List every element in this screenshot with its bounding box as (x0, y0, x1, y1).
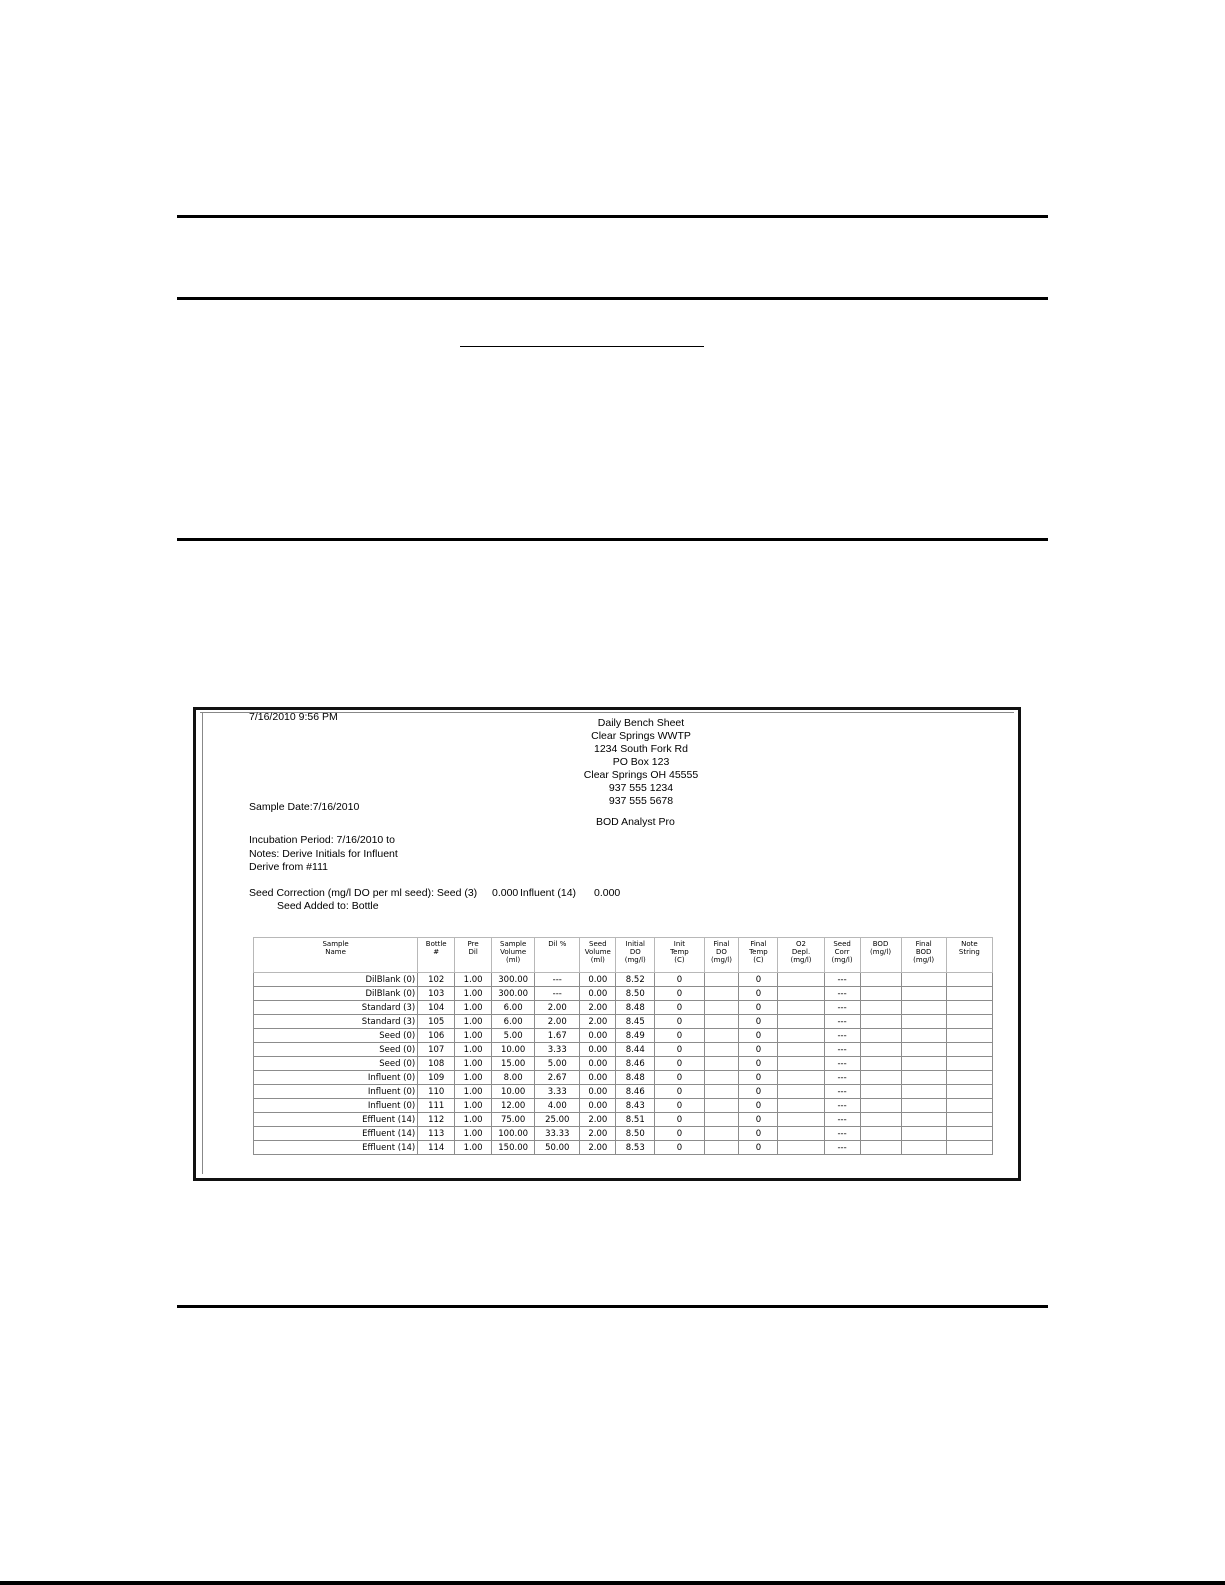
cell-seed-volume: 0.00 (580, 1071, 616, 1085)
col-header-seed-volume: Seed Volume (ml) (580, 938, 616, 973)
cell-final-temp: 0 (739, 1141, 778, 1155)
cell-initial-do: 8.53 (616, 1141, 655, 1155)
cell-o2-depletion (778, 1085, 824, 1099)
cell-sample-name: Effluent (14) (254, 1113, 418, 1127)
cell-init-temp: 0 (655, 1071, 704, 1085)
address-po-box: PO Box 123 (612, 756, 670, 768)
cell-note-string (946, 1001, 992, 1015)
cell-final-do (704, 1099, 739, 1113)
cell-init-temp: 0 (655, 1099, 704, 1113)
cell-initial-do: 8.48 (616, 1071, 655, 1085)
cell-o2-depletion (778, 1029, 824, 1043)
col-header-init-temp: Init Temp (C) (655, 938, 704, 973)
cell-final-temp: 0 (739, 1043, 778, 1057)
report-header-block (541, 717, 741, 808)
table-row (254, 1001, 993, 1015)
cell-o2-depletion (778, 973, 824, 987)
cell-sample-name: Seed (0) (254, 1043, 418, 1057)
cell-bod (860, 1057, 901, 1071)
cell-bod (860, 1001, 901, 1015)
cell-seed-volume: 0.00 (580, 1043, 616, 1057)
cell-seed-corr: --- (824, 1071, 860, 1085)
table-row (254, 1043, 993, 1057)
cell-note-string (946, 1015, 992, 1029)
cell-init-temp: 0 (655, 1001, 704, 1015)
cell-sample-volume: 5.00 (492, 1029, 535, 1043)
cell-bod (860, 1113, 901, 1127)
cell-init-temp: 0 (655, 1057, 704, 1071)
cell-final-bod (901, 1029, 946, 1043)
cell-sample-volume: 100.00 (492, 1127, 535, 1141)
col-header-note-string: Note String (946, 938, 992, 973)
page-bottom-bar (0, 1581, 1225, 1585)
product-name: BOD Analyst Pro (596, 816, 675, 828)
cell-bottle-number: 107 (418, 1043, 455, 1057)
cell-o2-depletion (778, 1015, 824, 1029)
col-header-bottle-number: Bottle # (418, 938, 455, 973)
cell-final-bod (901, 1141, 946, 1155)
cell-init-temp: 0 (655, 1141, 704, 1155)
cell-initial-do: 8.44 (616, 1043, 655, 1057)
cell-final-bod (901, 1071, 946, 1085)
cell-bod (860, 1015, 901, 1029)
cell-bod (860, 987, 901, 1001)
cell-seed-corr: --- (824, 987, 860, 1001)
cell-note-string (946, 1029, 992, 1043)
cell-sample-name: Influent (0) (254, 1099, 418, 1113)
cell-o2-depletion (778, 1113, 824, 1127)
col-header-seed-corr: Seed Corr (mg/l) (824, 938, 860, 973)
table-row (254, 1127, 993, 1141)
cell-o2-depletion (778, 1127, 824, 1141)
cell-dil-percent: 5.00 (535, 1057, 580, 1071)
cell-final-do (704, 1015, 739, 1029)
cell-pre-dil: 1.00 (455, 987, 492, 1001)
cell-dil-percent: --- (535, 987, 580, 1001)
col-header-o2-depletion: O2 Depl. (mg/l) (778, 938, 824, 973)
cell-sample-name: DilBlank (0) (254, 987, 418, 1001)
cell-o2-depletion (778, 1057, 824, 1071)
col-header-final-temp: Final Temp (C) (739, 938, 778, 973)
cell-pre-dil: 1.00 (455, 1057, 492, 1071)
influent-correction-value: 0.000 (594, 887, 621, 899)
table-row (254, 1029, 993, 1043)
cell-final-do (704, 1071, 739, 1085)
cell-final-bod (901, 973, 946, 987)
table-row (254, 1085, 993, 1099)
cell-sample-name: Effluent (14) (254, 1141, 418, 1155)
cell-initial-do: 8.50 (616, 987, 655, 1001)
col-header-sample-name: Sample Name (254, 938, 418, 973)
cell-initial-do: 8.51 (616, 1113, 655, 1127)
cell-init-temp: 0 (655, 1015, 704, 1029)
cell-sample-volume: 300.00 (492, 987, 535, 1001)
cell-bottle-number: 114 (418, 1141, 455, 1155)
cell-note-string (946, 1071, 992, 1085)
cell-seed-volume: 0.00 (580, 1099, 616, 1113)
cell-o2-depletion (778, 1071, 824, 1085)
report-title: Daily Bench Sheet (597, 717, 685, 729)
cell-sample-name: Seed (0) (254, 1029, 418, 1043)
short-underline-rule (460, 346, 704, 347)
cell-seed-corr: --- (824, 1099, 860, 1113)
notes-line-1: Notes: Derive Initials for Influent (249, 848, 398, 860)
cell-sample-volume: 8.00 (492, 1071, 535, 1085)
cell-final-do (704, 1043, 739, 1057)
cell-final-temp: 0 (739, 1113, 778, 1127)
cell-init-temp: 0 (655, 987, 704, 1001)
cell-note-string (946, 987, 992, 1001)
cell-bod (860, 1127, 901, 1141)
cell-bod (860, 1043, 901, 1057)
cell-seed-corr: --- (824, 1001, 860, 1015)
cell-bod (860, 1029, 901, 1043)
cell-pre-dil: 1.00 (455, 1015, 492, 1029)
cell-sample-volume: 150.00 (492, 1141, 535, 1155)
cell-note-string (946, 1113, 992, 1127)
seed-added-to: Seed Added to: Bottle (277, 900, 379, 912)
cell-seed-corr: --- (824, 1085, 860, 1099)
cell-bottle-number: 102 (418, 973, 455, 987)
cell-bod (860, 1085, 901, 1099)
cell-initial-do: 8.46 (616, 1085, 655, 1099)
cell-initial-do: 8.49 (616, 1029, 655, 1043)
cell-final-temp: 0 (739, 1127, 778, 1141)
cell-note-string (946, 1043, 992, 1057)
cell-pre-dil: 1.00 (455, 1127, 492, 1141)
cell-final-temp: 0 (739, 1071, 778, 1085)
cell-initial-do: 8.50 (616, 1127, 655, 1141)
cell-initial-do: 8.43 (616, 1099, 655, 1113)
cell-o2-depletion (778, 987, 824, 1001)
cell-sample-volume: 10.00 (492, 1043, 535, 1057)
table-row (254, 1057, 993, 1071)
cell-note-string (946, 973, 992, 987)
col-header-sample-volume: Sample Volume (ml) (492, 938, 535, 973)
cell-dil-percent: 25.00 (535, 1113, 580, 1127)
cell-seed-corr: --- (824, 1029, 860, 1043)
phone-2: 937 555 5678 (608, 795, 674, 807)
cell-sample-name: Effluent (14) (254, 1127, 418, 1141)
cell-final-do (704, 1127, 739, 1141)
cell-bottle-number: 106 (418, 1029, 455, 1043)
cell-final-do (704, 1141, 739, 1155)
cell-dil-percent: --- (535, 973, 580, 987)
cell-seed-volume: 2.00 (580, 1113, 616, 1127)
cell-seed-volume: 2.00 (580, 1001, 616, 1015)
cell-final-bod (901, 1113, 946, 1127)
col-header-initial-do: Initial DO (mg/l) (616, 938, 655, 973)
cell-final-bod (901, 1001, 946, 1015)
cell-sample-name: Influent (0) (254, 1071, 418, 1085)
cell-final-temp: 0 (739, 1015, 778, 1029)
cell-note-string (946, 1057, 992, 1071)
cell-final-bod (901, 1085, 946, 1099)
table-row (254, 1015, 993, 1029)
cell-o2-depletion (778, 1141, 824, 1155)
cell-final-temp: 0 (739, 987, 778, 1001)
cell-sample-volume: 300.00 (492, 973, 535, 987)
cell-bod (860, 1141, 901, 1155)
cell-bottle-number: 111 (418, 1099, 455, 1113)
cell-final-do (704, 1001, 739, 1015)
cell-bottle-number: 112 (418, 1113, 455, 1127)
cell-final-do (704, 987, 739, 1001)
cell-sample-volume: 6.00 (492, 1015, 535, 1029)
cell-final-do (704, 973, 739, 987)
cell-seed-corr: --- (824, 1113, 860, 1127)
cell-pre-dil: 1.00 (455, 1099, 492, 1113)
cell-pre-dil: 1.00 (455, 1043, 492, 1057)
cell-init-temp: 0 (655, 1043, 704, 1057)
cell-final-temp: 0 (739, 1099, 778, 1113)
cell-pre-dil: 1.00 (455, 1113, 492, 1127)
table-row (254, 987, 993, 1001)
top-rule (177, 215, 1048, 218)
table-row (254, 1141, 993, 1155)
cell-init-temp: 0 (655, 1127, 704, 1141)
influent-correction-label: Influent (14) (520, 887, 577, 899)
sample-date: Sample Date:7/16/2010 (249, 801, 360, 813)
cell-dil-percent: 3.33 (535, 1043, 580, 1057)
col-header-final-do: Final DO (mg/l) (704, 938, 739, 973)
cell-sample-name: Seed (0) (254, 1057, 418, 1071)
second-rule (177, 297, 1048, 300)
incubation-period: Incubation Period: 7/16/2010 to (249, 834, 395, 846)
cell-pre-dil: 1.00 (455, 1071, 492, 1085)
table-header-row (254, 938, 993, 973)
cell-note-string (946, 1127, 992, 1141)
cell-seed-volume: 0.00 (580, 1057, 616, 1071)
cell-seed-corr: --- (824, 1015, 860, 1029)
cell-o2-depletion (778, 1099, 824, 1113)
cell-init-temp: 0 (655, 1085, 704, 1099)
cell-final-bod (901, 1043, 946, 1057)
cell-final-do (704, 1057, 739, 1071)
cell-final-temp: 0 (739, 1057, 778, 1071)
cell-final-bod (901, 1099, 946, 1113)
seed-correction-value: 0.000 (492, 887, 519, 899)
cell-final-bod (901, 987, 946, 1001)
cell-initial-do: 8.45 (616, 1015, 655, 1029)
cell-final-temp: 0 (739, 1001, 778, 1015)
table-row (254, 973, 993, 987)
cell-final-temp: 0 (739, 973, 778, 987)
report-datetime: 7/16/2010 9:56 PM (249, 711, 338, 723)
cell-pre-dil: 1.00 (455, 1141, 492, 1155)
frame-inner-left-line (202, 712, 203, 1174)
cell-note-string (946, 1099, 992, 1113)
cell-sample-name: Standard (3) (254, 1001, 418, 1015)
cell-final-bod (901, 1127, 946, 1141)
cell-final-bod (901, 1057, 946, 1071)
cell-seed-volume: 0.00 (580, 973, 616, 987)
cell-seed-volume: 2.00 (580, 1141, 616, 1155)
cell-final-do (704, 1113, 739, 1127)
cell-seed-volume: 0.00 (580, 987, 616, 1001)
table-row (254, 1113, 993, 1127)
cell-bottle-number: 108 (418, 1057, 455, 1071)
col-header-bod: BOD (mg/l) (860, 938, 901, 973)
cell-bottle-number: 105 (418, 1015, 455, 1029)
cell-pre-dil: 1.00 (455, 973, 492, 987)
cell-init-temp: 0 (655, 1113, 704, 1127)
notes-line-2: Derive from #111 (249, 861, 328, 873)
cell-dil-percent: 3.33 (535, 1085, 580, 1099)
cell-final-bod (901, 1015, 946, 1029)
address-city: Clear Springs OH 45555 (583, 769, 699, 781)
cell-pre-dil: 1.00 (455, 1001, 492, 1015)
cell-o2-depletion (778, 1001, 824, 1015)
cell-pre-dil: 1.00 (455, 1029, 492, 1043)
cell-dil-percent: 1.67 (535, 1029, 580, 1043)
cell-final-do (704, 1029, 739, 1043)
cell-note-string (946, 1141, 992, 1155)
cell-sample-name: Influent (0) (254, 1085, 418, 1099)
cell-initial-do: 8.46 (616, 1057, 655, 1071)
cell-o2-depletion (778, 1043, 824, 1057)
cell-sample-volume: 12.00 (492, 1099, 535, 1113)
facility-name: Clear Springs WWTP (591, 730, 691, 742)
col-header-dil-percent: Dil % (535, 938, 580, 973)
cell-seed-volume: 2.00 (580, 1015, 616, 1029)
cell-bottle-number: 103 (418, 987, 455, 1001)
cell-sample-name: Standard (3) (254, 1015, 418, 1029)
bench-sheet-table (253, 937, 993, 1155)
cell-sample-volume: 15.00 (492, 1057, 535, 1071)
col-header-final-bod: Final BOD (mg/l) (901, 938, 946, 973)
cell-seed-volume: 2.00 (580, 1127, 616, 1141)
col-header-pre-dil: Pre Dil (455, 938, 492, 973)
cell-bottle-number: 113 (418, 1127, 455, 1141)
cell-dil-percent: 2.67 (535, 1071, 580, 1085)
phone-1: 937 555 1234 (608, 782, 674, 794)
cell-sample-volume: 6.00 (492, 1001, 535, 1015)
bottom-rule (177, 1305, 1048, 1308)
cell-bottle-number: 104 (418, 1001, 455, 1015)
cell-final-do (704, 1085, 739, 1099)
table-row (254, 1071, 993, 1085)
address-street: 1234 South Fork Rd (594, 743, 688, 755)
cell-dil-percent: 50.00 (535, 1141, 580, 1155)
cell-initial-do: 8.52 (616, 973, 655, 987)
cell-dil-percent: 4.00 (535, 1099, 580, 1113)
table-row (254, 1099, 993, 1113)
cell-seed-corr: --- (824, 1043, 860, 1057)
cell-dil-percent: 33.33 (535, 1127, 580, 1141)
cell-sample-volume: 75.00 (492, 1113, 535, 1127)
cell-init-temp: 0 (655, 973, 704, 987)
cell-seed-corr: --- (824, 1141, 860, 1155)
cell-bottle-number: 110 (418, 1085, 455, 1099)
cell-sample-name: DilBlank (0) (254, 973, 418, 987)
cell-bottle-number: 109 (418, 1071, 455, 1085)
cell-final-temp: 0 (739, 1085, 778, 1099)
cell-seed-volume: 0.00 (580, 1029, 616, 1043)
cell-final-temp: 0 (739, 1029, 778, 1043)
third-rule (177, 538, 1048, 541)
cell-pre-dil: 1.00 (455, 1085, 492, 1099)
seed-correction-label: Seed Correction (mg/l DO per ml seed): Seed (3) (249, 887, 478, 899)
cell-bod (860, 1071, 901, 1085)
cell-bod (860, 1099, 901, 1113)
cell-seed-corr: --- (824, 1127, 860, 1141)
cell-sample-volume: 10.00 (492, 1085, 535, 1099)
cell-seed-corr: --- (824, 1057, 860, 1071)
cell-dil-percent: 2.00 (535, 1001, 580, 1015)
cell-dil-percent: 2.00 (535, 1015, 580, 1029)
cell-note-string (946, 1085, 992, 1099)
cell-init-temp: 0 (655, 1029, 704, 1043)
cell-seed-corr: --- (824, 973, 860, 987)
cell-initial-do: 8.48 (616, 1001, 655, 1015)
cell-bod (860, 973, 901, 987)
cell-seed-volume: 0.00 (580, 1085, 616, 1099)
